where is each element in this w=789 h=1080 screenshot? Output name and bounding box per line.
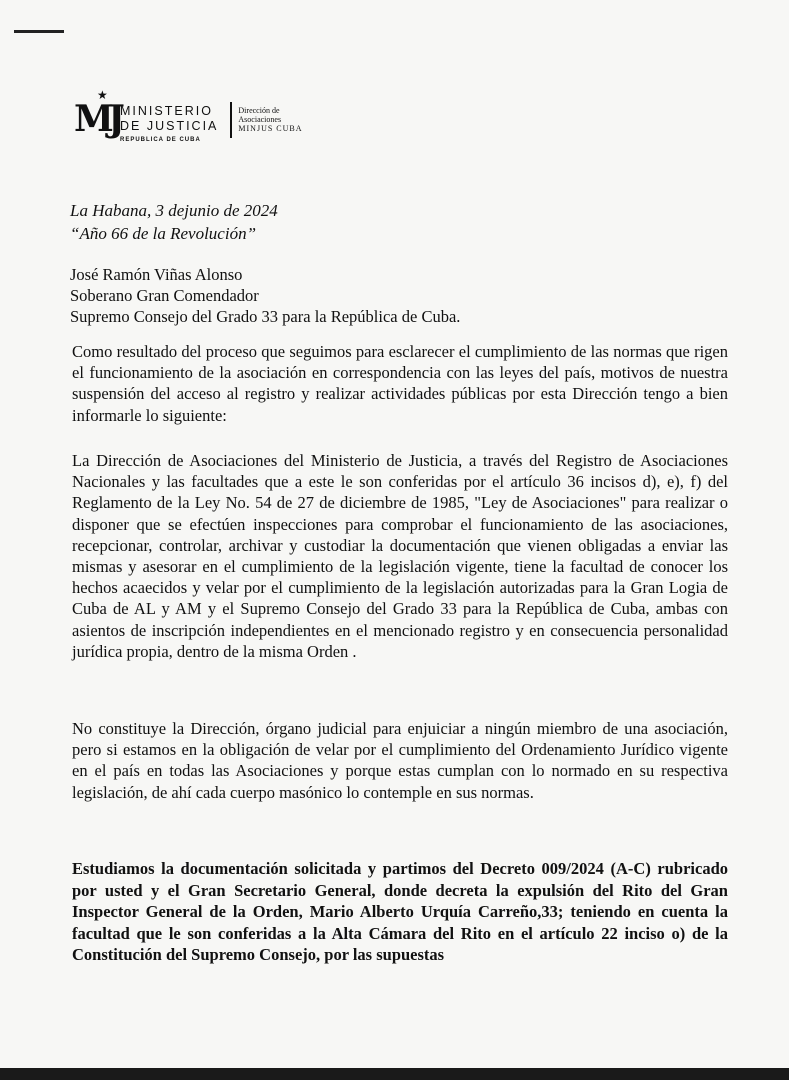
recipient-name: José Ramón Viñas Alonso <box>70 265 243 284</box>
recipient-block <box>70 264 460 327</box>
year-motto: “Año 66 de la Revolución” <box>70 224 257 243</box>
letterhead-divider <box>230 102 232 138</box>
recipient-title: Soberano Gran Comendador <box>70 286 259 305</box>
recipient-organization: Supremo Consejo del Grado 33 para la República de Cuba. <box>70 307 461 326</box>
paragraph-role: No constituye la Dirección, órgano judicial para enjuiciar a ningún miembro de una asociación, pero si estamos en la obligación de velar por el cumplimiento del Ordenamiento Jurídico vigente en el país en todas las Asociaciones y porque estas cumplan con lo normado en su respectiva legislación, de ahí cada cuerpo masónico lo contemple en sus normas. <box>72 719 728 802</box>
ministry-line-3: REPUBLICA DE CUBA <box>120 137 201 143</box>
letterhead <box>72 88 303 148</box>
department-name <box>238 106 302 133</box>
dept-line-1: Dirección de <box>238 106 280 115</box>
paragraph-intro: Como resultado del proceso que seguimos para esclarecer el cumplimiento de las normas que rigen el funcionamiento de la asociación en correspondencia con las leyes del país, motivos de nuestra suspensión del acceso al registro y realizar actividades públicas por esta Dirección tengo a bien informarle lo siguiente: <box>72 342 728 425</box>
dept-line-3: MINJUS CUBA <box>238 124 303 133</box>
corner-mark <box>14 30 64 33</box>
date-block <box>70 199 278 245</box>
ministry-logo-icon <box>72 88 119 148</box>
dept-line-2: Asociaciones <box>238 115 282 124</box>
star-icon: ★ <box>97 88 108 102</box>
ministry-line-1: MINISTERIO <box>120 104 213 118</box>
date-line: La Habana, 3 dejunio de 2024 <box>70 201 278 220</box>
paragraph-authority: La Dirección de Asociaciones del Ministerio de Justicia, a través del Registro de Asociaciones Nacionales y las facultades que a este le son conferidas por el artículo 36 incisos d), e), f) del Reglamento de la Ley No. 54 de 27 de diciembre de 1985, "Ley de Asociaciones" para realizar o disponer que se efectúen inspecciones para comprobar el funcionamiento de las asociaciones, recepcionar, controlar, archivar y custodiar la documentación que vienen obligadas a enviar las mismas y asesorar en el cumplimiento de la legislación vigente, tiene la facultad de conocer los hechos acaecidos y velar por el cumplimiento de la legislación autorizadas para la Gran Logia de Cuba de AL y AM y el Supremo Consejo del Grado 33 para la República de Cuba, ambas con asientos de inscripción independientes en el mencionado registro y en consecuencia personalidad jurídica propia, dentro de la misma Orden . <box>72 451 728 661</box>
ministry-line-2: DE JUSTICIA <box>120 119 219 133</box>
ministry-name <box>120 104 218 143</box>
logo-letters: MJ <box>74 98 119 140</box>
paragraph-findings: Estudiamos la documentación solicitada y partimos del Decreto 009/2024 (A-C) rubricado por usted y el Gran Secretario General, donde decreta la expulsión del Rito del Gran Inspector General de la Orden, Mario Alberto Urquía Carreño,33; teniendo en cuenta la facultad que le son conferidas a la Alta Cámara del Rito en el artículo 22 inciso o) de la Constitución del Supremo Consejo, por las supuestas <box>72 859 728 964</box>
